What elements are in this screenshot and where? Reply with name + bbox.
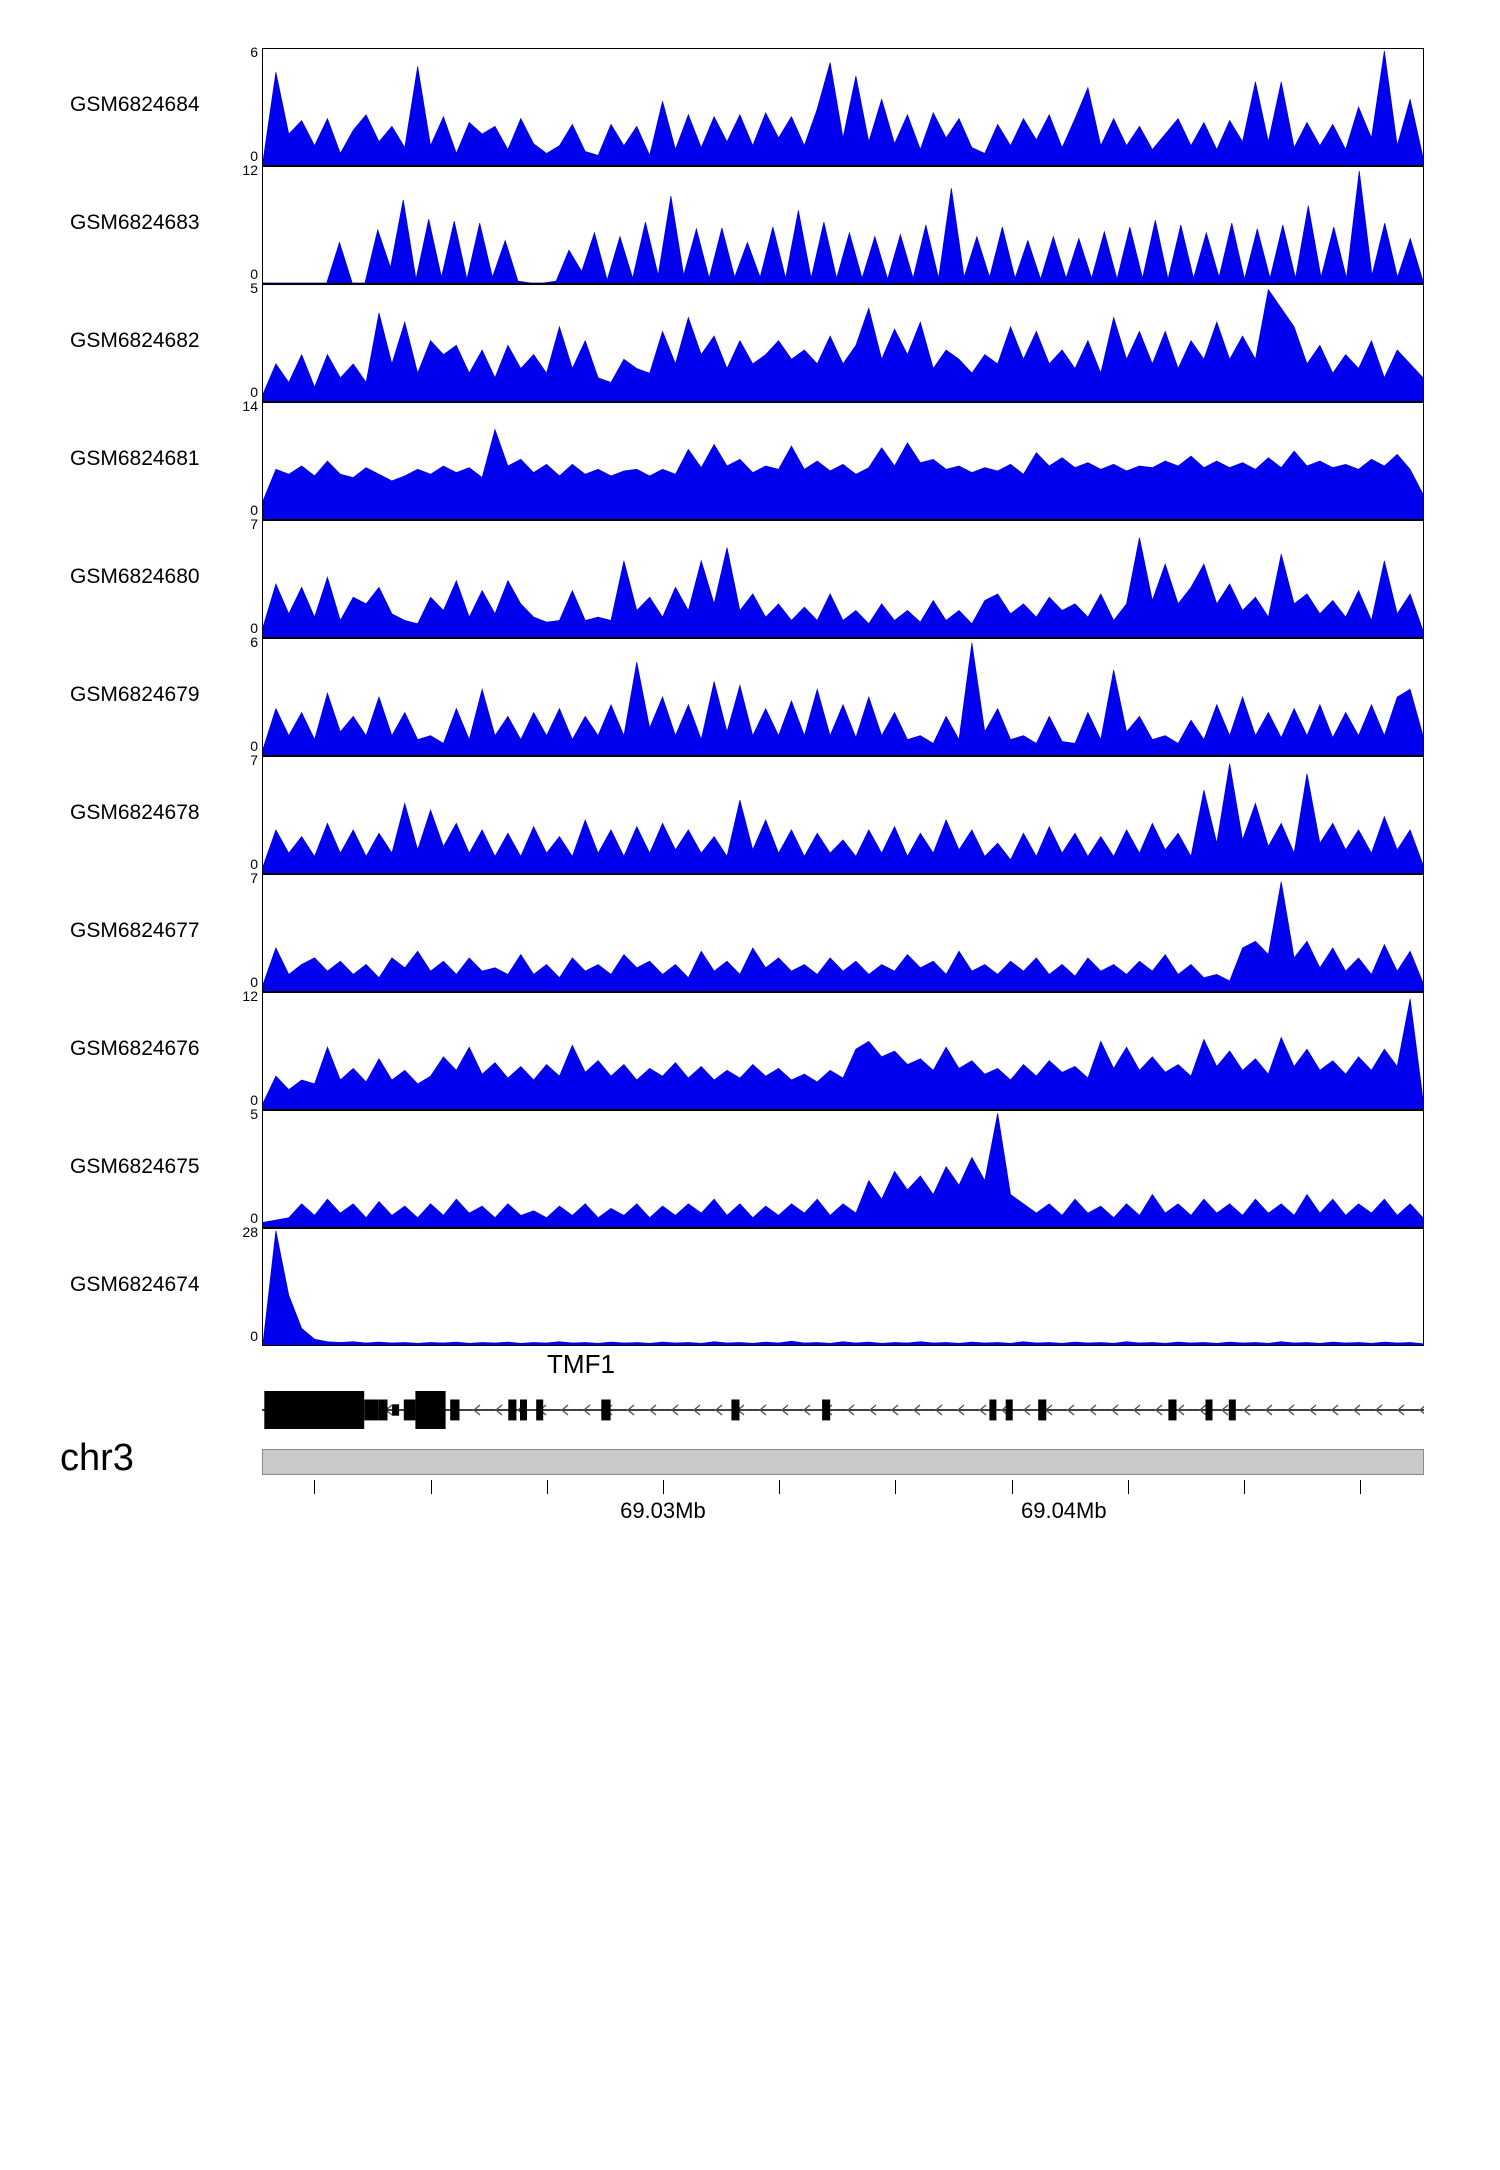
track-sample-label: GSM6824675 [70, 1155, 200, 1178]
track-sample-label: GSM6824683 [70, 211, 200, 234]
y-axis-max-label: 14 [242, 398, 258, 414]
y-axis-max-label: 28 [242, 1224, 258, 1240]
axis-tick [1012, 1480, 1013, 1494]
y-axis-min-label: 0 [250, 738, 258, 754]
track-sample-label: GSM6824684 [70, 93, 200, 116]
y-axis-min-label: 0 [250, 974, 258, 990]
axis-tick [431, 1480, 432, 1494]
coverage-track [0, 162, 1500, 284]
y-axis-max-label: 5 [250, 1106, 258, 1122]
coverage-plot [262, 992, 1424, 1110]
y-axis-max-label: 7 [250, 870, 258, 886]
coverage-plot [262, 756, 1424, 874]
coverage-plot [262, 520, 1424, 638]
y-axis-max-label: 12 [242, 162, 258, 178]
coverage-plot [262, 402, 1424, 520]
coverage-track [0, 988, 1500, 1110]
axis-tick [779, 1480, 780, 1494]
coverage-track [0, 280, 1500, 402]
axis-tick [1244, 1480, 1245, 1494]
track-sample-label: GSM6824681 [70, 447, 200, 470]
coverage-plot [262, 166, 1424, 284]
y-axis-max-label: 12 [242, 988, 258, 1004]
y-axis-min-label: 0 [250, 1328, 258, 1344]
y-axis-min-label: 0 [250, 148, 258, 164]
gene-name-label: TMF1 [547, 1349, 615, 1379]
coverage-plot [262, 874, 1424, 992]
y-axis-min-label: 0 [250, 1210, 258, 1226]
y-axis-max-label: 6 [250, 44, 258, 60]
track-sample-label: GSM6824674 [70, 1273, 200, 1296]
axis-ticks [262, 1480, 1424, 1494]
coverage-track [0, 1106, 1500, 1228]
y-axis-min-label: 0 [250, 384, 258, 400]
y-axis-max-label: 7 [250, 752, 258, 768]
coverage-plot [262, 1228, 1424, 1346]
coverage-track [0, 44, 1500, 166]
axis-tick [663, 1480, 664, 1494]
gene-model-track [262, 1386, 1424, 1434]
coverage-plot [262, 284, 1424, 402]
coverage-track [0, 398, 1500, 520]
track-sample-label: GSM6824682 [70, 329, 200, 352]
coverage-plot [262, 638, 1424, 756]
track-sample-label: GSM6824679 [70, 683, 200, 706]
axis-tick [1360, 1480, 1361, 1494]
coverage-track [0, 1224, 1500, 1346]
axis-tick [895, 1480, 896, 1494]
y-axis-min-label: 0 [250, 620, 258, 636]
coverage-plot [262, 1110, 1424, 1228]
axis-tick-label: 69.03Mb [620, 1498, 706, 1523]
track-sample-label: GSM6824680 [70, 565, 200, 588]
axis-tick-labels [262, 1498, 1424, 1528]
coverage-track [0, 752, 1500, 874]
y-axis-min-label: 0 [250, 266, 258, 282]
axis-tick [547, 1480, 548, 1494]
y-axis-max-label: 6 [250, 634, 258, 650]
y-axis-min-label: 0 [250, 1092, 258, 1108]
y-axis-min-label: 0 [250, 502, 258, 518]
track-sample-label: GSM6824678 [70, 801, 200, 824]
y-axis-max-label: 7 [250, 516, 258, 532]
chromosome-label: chr3 [60, 1437, 134, 1479]
chromosome-ideogram [262, 1449, 1424, 1475]
track-sample-label: GSM6824676 [70, 1037, 200, 1060]
axis-tick [314, 1480, 315, 1494]
coverage-plot [262, 48, 1424, 166]
axis-tick-label: 69.04Mb [1020, 1498, 1107, 1523]
coverage-track [0, 634, 1500, 756]
track-sample-label: GSM6824677 [70, 919, 200, 942]
y-axis-max-label: 5 [250, 280, 258, 296]
axis-tick [1128, 1480, 1129, 1494]
y-axis-min-label: 0 [250, 856, 258, 872]
coverage-track [0, 516, 1500, 638]
coverage-track [0, 870, 1500, 992]
